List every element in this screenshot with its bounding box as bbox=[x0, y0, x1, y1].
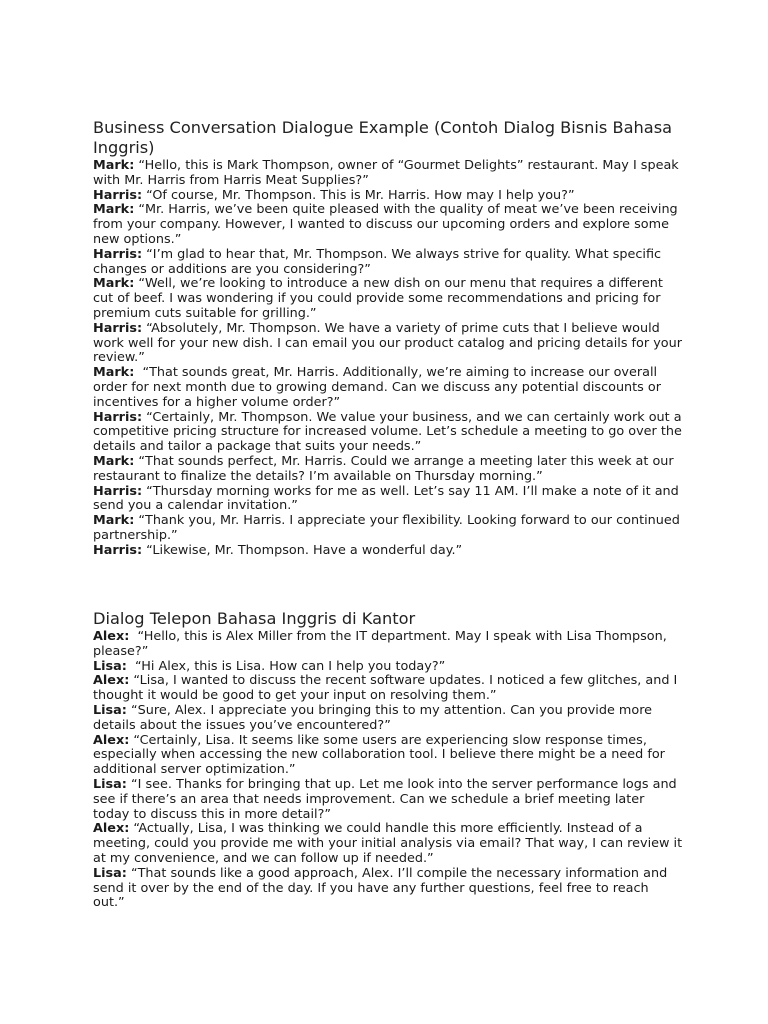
speaker-name: Mark: bbox=[93, 202, 135, 218]
dialogue-text: “Sure, Alex. I appreciate you bringing this to my attention. Can you provide more details about the issues you’ve encountered?” bbox=[93, 702, 657, 733]
dialogue-line bbox=[93, 867, 683, 911]
dialogue-text: “That sounds perfect, Mr. Harris. Could we arrange a meeting later this week at our restaurant to finalize the details? I’m available on Thursday morning.” bbox=[93, 453, 678, 484]
dialogue-list bbox=[93, 158, 687, 559]
dialogue-line bbox=[93, 485, 683, 515]
speaker-name: Harris: bbox=[93, 320, 143, 336]
speaker-name: Lisa: bbox=[93, 776, 127, 792]
section-heading: Business Conversation Dialogue Example (Contoh Dialog Bisnis Bahasa Inggris) bbox=[93, 118, 673, 157]
dialogue-text: “That sounds great, Mr. Harris. Additionally, we’re aiming to increase our overall order for next month due to growing demand. Can we discuss any potential discounts or incentives for a higher volume order?” bbox=[93, 365, 666, 410]
speaker-name: Mark: bbox=[93, 158, 135, 173]
dialogue-line bbox=[93, 514, 683, 544]
dialogue-text: “Certainly, Lisa. It seems like some users are experiencing slow response times, especially when accessing the new collaboration tool. I believe there might be a need for additional server optimization.” bbox=[93, 732, 670, 778]
dialogue-line bbox=[93, 455, 683, 485]
dialogue-text: “Hi Alex, this is Lisa. How can I help you today?” bbox=[126, 658, 446, 674]
speaker-name: Harris: bbox=[93, 542, 143, 558]
speaker-name: Mark: bbox=[93, 276, 135, 292]
dialogue-text: “Likewise, Mr. Thompson. Have a wonderful day.” bbox=[142, 542, 463, 558]
dialogue-line bbox=[93, 660, 683, 675]
dialogue-text: “Actually, Lisa, I was thinking we could handle this more efficiently. Instead of a meeting, could you provide me with your initial analysis via email? That way, I can review it at my convenience, and we can follow up if needed.” bbox=[93, 821, 687, 866]
dialogue-line bbox=[93, 704, 683, 734]
dialogue-text: “That sounds like a good approach, Alex. I’ll compile the necessary information and send it over by the end of the day. If you have any further questions, feel free to reach out.” bbox=[93, 865, 672, 911]
dialogue-text: “Thursday morning works for me as well. Let’s say 11 AM. I’ll make a note of it and send you a calendar invitation.” bbox=[93, 483, 683, 514]
speaker-name: Harris: bbox=[93, 483, 143, 499]
dialogue-line bbox=[93, 203, 683, 247]
dialogue-line bbox=[93, 189, 683, 204]
speaker-name: Lisa: bbox=[93, 658, 127, 674]
dialogue-line bbox=[93, 320, 687, 366]
speaker-name: Lisa: bbox=[93, 865, 127, 881]
dialogue-text: “Thank you, Mr. Harris. I appreciate your flexibility. Looking forward to our continued partnership.” bbox=[93, 513, 684, 543]
speaker-name: Mark: bbox=[93, 453, 135, 469]
dialogue-text: “Hello, this is Alex Miller from the IT department. May I speak with Lisa Thompson, please?” bbox=[93, 629, 671, 659]
dialogue-text: “Hello, this is Mark Thompson, owner of “Gourmet Delights” restaurant. May I speak with Mr. Harris from Harris Meat Supplies?” bbox=[93, 158, 683, 188]
dialogue-text: “Absolutely, Mr. Thompson. We have a variety of prime cuts that I believe would work well for your new dish. I can email you our product catalog and pricing details for your review.” bbox=[93, 320, 687, 366]
speaker-name: Harris: bbox=[93, 246, 143, 262]
speaker-name: Alex: bbox=[93, 821, 130, 837]
dialogue-line bbox=[93, 821, 687, 866]
dialogue-text: “Certainly, Mr. Thompson. We value your business, and we can certainly work out a competitive pricing structure for increased volume. Let’s schedule a meeting to go over the details and tailor a package that suits your needs.” bbox=[93, 409, 686, 455]
speaker-name: Harris: bbox=[93, 409, 143, 425]
speaker-name: Mark: bbox=[93, 365, 135, 381]
dialogue-line bbox=[93, 248, 683, 278]
dialogue-line bbox=[93, 630, 683, 660]
dialogue-line bbox=[93, 277, 683, 321]
dialogue-list bbox=[93, 629, 687, 911]
speaker-name: Harris: bbox=[93, 187, 143, 203]
dialogue-line bbox=[93, 159, 683, 189]
dialogue-text: “Of course, Mr. Thompson. This is Mr. Harris. How may I help you?” bbox=[142, 187, 575, 203]
section-heading: Dialog Telepon Bahasa Inggris di Kantor bbox=[93, 609, 416, 628]
dialogue-text: “I’m glad to hear that, Mr. Thompson. We always strive for quality. What specific changes or additions are you considering?” bbox=[93, 246, 666, 277]
dialogue-text: “Mr. Harris, we’ve been quite pleased with the quality of meat we’ve been receiving from your company. However, I wanted to discuss our upcoming orders and explore some new options.” bbox=[93, 202, 682, 247]
speaker-name: Lisa: bbox=[93, 702, 127, 718]
dialogue-line bbox=[93, 674, 683, 704]
dialogue-line bbox=[93, 409, 686, 455]
dialogue-text: “Lisa, I wanted to discuss the recent software updates. I noticed a few glitches, and I thought it would be good to get your input on resolving them.” bbox=[93, 673, 682, 704]
dialogue-line bbox=[93, 544, 683, 559]
dialogue-line bbox=[93, 734, 683, 778]
speaker-name: Mark: bbox=[93, 513, 135, 529]
dialogue-line bbox=[93, 366, 683, 410]
speaker-name: Alex: bbox=[93, 629, 130, 644]
section-telephone-dialogue bbox=[93, 609, 687, 911]
speaker-name: Alex: bbox=[93, 673, 130, 689]
section-business-dialogue bbox=[93, 118, 687, 559]
dialogue-line bbox=[93, 778, 683, 822]
dialogue-text: “Well, we’re looking to introduce a new dish on our menu that requires a different cut of beef. I was wondering if you could provide some recommendations and pricing for premium cuts suitable for grilling.” bbox=[93, 276, 667, 321]
dialogue-text: “I see. Thanks for bringing that up. Let me look into the server performance logs and see if there’s an area that needs improvement. Can we schedule a brief meeting later today to discuss this in more detail?” bbox=[93, 776, 681, 822]
speaker-name: Alex: bbox=[93, 732, 130, 748]
